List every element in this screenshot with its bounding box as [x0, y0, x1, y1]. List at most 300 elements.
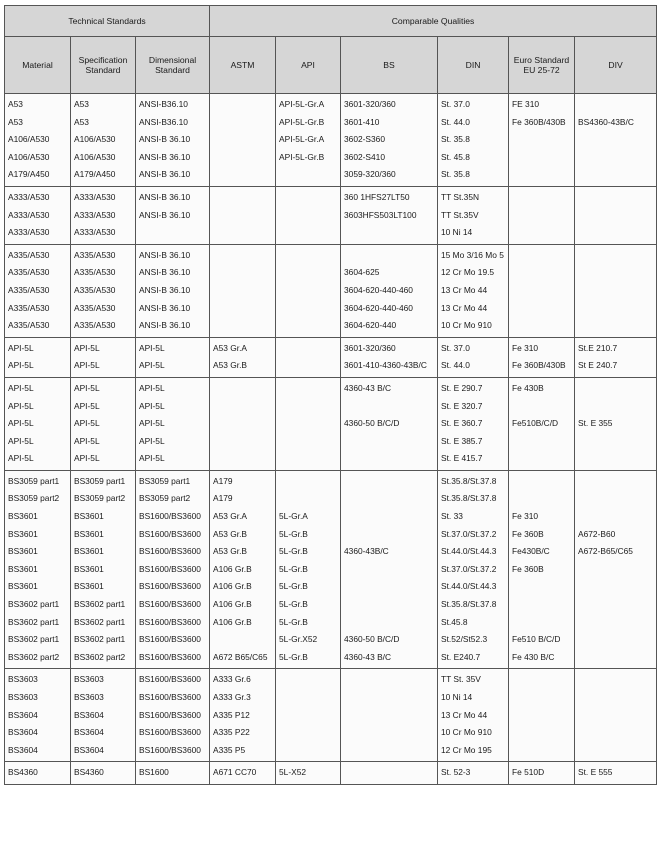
- cell-entry: BS3601: [74, 528, 104, 539]
- cell-entry: St.35.8/St.37.8: [441, 599, 497, 610]
- cell-specification-standard: [71, 337, 136, 377]
- cell-entry: BS3059 part2: [8, 493, 60, 504]
- cell-entry: [344, 433, 434, 451]
- cell-entry: [512, 578, 571, 596]
- cell-entry: API-5L: [8, 382, 34, 393]
- cell-entry: St. 35.8: [441, 169, 470, 180]
- cell-material: [5, 186, 71, 244]
- cell-entry: A333/A530: [74, 191, 116, 202]
- cell-entry: A335/A530: [8, 302, 50, 313]
- cell-entry: API-5L: [139, 342, 165, 353]
- cell-entry: [512, 317, 571, 335]
- cell-entry: 3601-410: [344, 116, 380, 127]
- cell-entry: ANSI-B 36.10: [139, 169, 191, 180]
- cell-entry: St.44.0/St.44.3: [441, 581, 497, 592]
- cell-entry: St. 44.0: [441, 360, 470, 371]
- cell-entry: 4360-50 B/C/D: [344, 634, 400, 645]
- cell-entry: [213, 300, 272, 318]
- cell-euro-standard: [509, 186, 575, 244]
- cell-entry: [512, 207, 571, 225]
- cell-entry: API-5L-Gr.B: [279, 116, 325, 127]
- cell-din: [438, 244, 509, 337]
- cell-entry: [578, 614, 653, 632]
- cell-entry: TT St.35V: [441, 209, 479, 220]
- cell-entry: A335 P12: [213, 709, 250, 720]
- cell-entry: Fe 430B: [512, 382, 544, 393]
- cell-entry: 3602-S360: [344, 134, 385, 145]
- cell-entry: BS1600/BS3600: [139, 727, 201, 738]
- cell-entry: [279, 189, 337, 207]
- cell-entry: [279, 742, 337, 760]
- cell-entry: A335/A530: [74, 320, 116, 331]
- cell-entry: BS3059 part2: [139, 493, 191, 504]
- cell-entry: [213, 264, 272, 282]
- cell-entry: St. E 360.7: [441, 418, 483, 429]
- cell-bs: [341, 337, 438, 377]
- cell-entry: St.35.8/St.37.8: [441, 475, 497, 486]
- cell-entry: Fe 510D: [512, 767, 545, 778]
- cell-entry: 4360-43B/C: [344, 546, 389, 557]
- cell-entry: 3603HFS503LT100: [344, 209, 417, 220]
- cell-div: [575, 669, 657, 762]
- cell-entry: A333 Gr.6: [213, 674, 251, 685]
- cell-entry: BS3602 part1: [8, 634, 60, 645]
- cell-entry: [512, 724, 571, 742]
- table-row: [5, 186, 657, 244]
- cell-entry: [578, 166, 653, 184]
- column-header-material: Material: [5, 37, 71, 94]
- column-header-dimensional-standard: Dimensional Standard: [136, 37, 210, 94]
- cell-entry: A335 P22: [213, 727, 250, 738]
- cell-entry: A671 CC70: [213, 767, 257, 778]
- cell-bs: [341, 94, 438, 187]
- cell-astm: [210, 762, 276, 785]
- cell-entry: BS3059 part1: [74, 475, 126, 486]
- cell-dimensional-standard: [136, 186, 210, 244]
- cell-entry: API-5L: [8, 360, 34, 371]
- cell-entry: [512, 671, 571, 689]
- cell-entry: [279, 707, 337, 725]
- table-row: [5, 244, 657, 337]
- cell-entry: [344, 398, 434, 416]
- cell-entry: [279, 282, 337, 300]
- cell-entry: St. 35.8: [441, 134, 470, 145]
- cell-entry: A53: [8, 116, 23, 127]
- cell-entry: ANSI-B 36.10: [139, 249, 191, 260]
- cell-entry: [578, 707, 653, 725]
- cell-entry: A179: [213, 493, 233, 504]
- cell-bs: [341, 669, 438, 762]
- cell-entry: [578, 689, 653, 707]
- cell-entry: ANSI-B 36.10: [139, 191, 191, 202]
- cell-div: [575, 377, 657, 470]
- cell-entry: BS3604: [8, 744, 38, 755]
- cell-entry: Fe 360B: [512, 528, 544, 539]
- cell-entry: BS3604: [8, 727, 38, 738]
- cell-entry: API-5L: [139, 382, 165, 393]
- cell-entry: BS4360: [74, 767, 104, 778]
- cell-specification-standard: [71, 186, 136, 244]
- cell-entry: [578, 742, 653, 760]
- cell-entry: A106 Gr.B: [213, 599, 252, 610]
- cell-dimensional-standard: [136, 762, 210, 785]
- cell-entry: API-5L: [8, 418, 34, 429]
- cell-entry: A333/A530: [8, 191, 50, 202]
- cell-entry: A333/A530: [8, 209, 50, 220]
- cell-material: [5, 244, 71, 337]
- cell-entry: [578, 96, 653, 114]
- cell-entry: [512, 149, 571, 167]
- cell-entry: [344, 764, 434, 782]
- cell-entry: [344, 450, 434, 468]
- cell-entry: [279, 340, 337, 358]
- cell-entry: [512, 473, 571, 491]
- cell-entry: [344, 578, 434, 596]
- cell-api: [276, 186, 341, 244]
- cell-entry: [578, 578, 653, 596]
- cell-entry: BS3603: [8, 674, 38, 685]
- cell-entry: St E 240.7: [578, 360, 618, 371]
- cell-entry: BS3601: [8, 511, 38, 522]
- cell-dimensional-standard: [136, 377, 210, 470]
- cell-entry: [578, 317, 653, 335]
- cell-entry: API-5L: [139, 418, 165, 429]
- cell-entry: [512, 189, 571, 207]
- cell-entry: A179/A450: [74, 169, 116, 180]
- cell-euro-standard: [509, 337, 575, 377]
- cell-entry: St.52/St52.3: [441, 634, 488, 645]
- cell-entry: BS3602 part1: [8, 599, 60, 610]
- cell-entry: A106/A530: [8, 151, 50, 162]
- cell-entry: A106/A530: [8, 134, 50, 145]
- cell-entry: [279, 357, 337, 375]
- cell-entry: [279, 415, 337, 433]
- cell-bs: [341, 186, 438, 244]
- cell-entry: A335/A530: [74, 302, 116, 313]
- cell-entry: A53 Gr.A: [213, 342, 247, 353]
- cell-entry: BS3604: [8, 709, 38, 720]
- cell-entry: A672-B65/C65: [578, 546, 633, 557]
- standards-table-container: [4, 5, 656, 785]
- cell-entry: St. E240.7: [441, 651, 481, 662]
- cell-specification-standard: [71, 669, 136, 762]
- cell-entry: 12 Cr Mo 19.5: [441, 267, 495, 278]
- cell-api: [276, 244, 341, 337]
- cell-entry: St. 37.0: [441, 99, 470, 109]
- cell-entry: 10 Ni 14: [441, 227, 473, 238]
- cell-entry: API-5L: [8, 453, 34, 464]
- cell-api: [276, 762, 341, 785]
- cell-entry: BS3059 part1: [8, 475, 60, 486]
- cell-entry: API-5L: [74, 342, 100, 353]
- table-row: [5, 470, 657, 669]
- cell-dimensional-standard: [136, 669, 210, 762]
- cell-entry: Fe 360B/430B: [512, 116, 566, 127]
- cell-entry: API-5L: [74, 418, 100, 429]
- cell-entry: [512, 689, 571, 707]
- column-header-astm: ASTM: [210, 37, 276, 94]
- cell-entry: BS1600/BS3600: [139, 692, 201, 702]
- cell-entry: BS1600/BS3600: [139, 546, 201, 557]
- cell-entry: API-5L: [8, 435, 34, 446]
- cell-din: [438, 470, 509, 669]
- cell-entry: A333/A530: [8, 227, 50, 238]
- cell-entry: [578, 149, 653, 167]
- cell-entry: [213, 433, 272, 451]
- cell-entry: A53: [74, 116, 89, 127]
- cell-entry: [578, 247, 653, 265]
- cell-dimensional-standard: [136, 470, 210, 669]
- cell-entry: [344, 561, 434, 579]
- cell-entry: [213, 131, 272, 149]
- cell-entry: [578, 380, 653, 398]
- cell-entry: Fe 360B/430B: [512, 360, 566, 371]
- cell-entry: 3059-320/360: [344, 169, 396, 180]
- cell-entry: API-5L-Gr.A: [279, 134, 325, 145]
- cell-entry: St.37.0/St.37.2: [441, 528, 497, 539]
- cell-astm: [210, 186, 276, 244]
- cell-entry: [279, 264, 337, 282]
- cell-entry: BS1600: [139, 767, 169, 778]
- cell-entry: [578, 300, 653, 318]
- cell-entry: [512, 490, 571, 508]
- cell-entry: A335 P5: [213, 744, 246, 755]
- cell-entry: BS3601: [8, 581, 38, 592]
- cell-entry: API-5L: [8, 342, 34, 353]
- cell-entry: BS1600/BS3600: [139, 616, 201, 627]
- cell-entry: BS4360-43B/C: [578, 116, 634, 127]
- cell-entry: 10 Cr Mo 910: [441, 727, 492, 738]
- cell-entry: A335/A530: [74, 249, 116, 260]
- cell-entry: [344, 508, 434, 526]
- cell-material: [5, 337, 71, 377]
- cell-entry: 3604-620-440-460: [344, 284, 413, 295]
- cell-entry: [213, 149, 272, 167]
- cell-entry: St.35.8/St.37.8: [441, 493, 497, 504]
- cell-entry: 3604-620-440-460: [344, 302, 413, 313]
- cell-specification-standard: [71, 470, 136, 669]
- table-row: [5, 377, 657, 470]
- cell-entry: 3601-320/360: [344, 99, 396, 109]
- cell-entry: Fe 310: [512, 342, 539, 353]
- cell-entry: [344, 596, 434, 614]
- cell-entry: A106/A530: [74, 134, 116, 145]
- cell-entry: [578, 189, 653, 207]
- cell-entry: Fe 430 B/C: [512, 651, 555, 662]
- cell-entry: Fe510B/C/D: [512, 418, 559, 429]
- cell-entry: BS3601: [74, 581, 104, 592]
- cell-entry: API-5L: [74, 435, 100, 446]
- cell-astm: [210, 94, 276, 187]
- cell-entry: A53: [74, 99, 89, 109]
- cell-entry: [279, 398, 337, 416]
- cell-entry: [213, 96, 272, 114]
- cell-din: [438, 186, 509, 244]
- cell-entry: 4360-50 B/C/D: [344, 418, 400, 429]
- cell-entry: [344, 247, 434, 265]
- cell-entry: A335/A530: [8, 267, 50, 278]
- cell-astm: [210, 337, 276, 377]
- cell-entry: [344, 724, 434, 742]
- cell-material: [5, 762, 71, 785]
- cell-entry: [578, 224, 653, 242]
- cell-entry: [578, 131, 653, 149]
- cell-entry: [578, 264, 653, 282]
- cell-entry: [213, 631, 272, 649]
- cell-entry: [578, 473, 653, 491]
- cell-entry: [578, 508, 653, 526]
- cell-entry: [578, 724, 653, 742]
- cell-entry: St. E 555: [578, 767, 613, 778]
- cell-entry: St. 52-3: [441, 767, 471, 778]
- cell-astm: [210, 470, 276, 669]
- cell-entry: [213, 207, 272, 225]
- cell-entry: [578, 433, 653, 451]
- cell-entry: BS3059 part1: [139, 475, 191, 486]
- cell-dimensional-standard: [136, 94, 210, 187]
- cell-entry: [512, 224, 571, 242]
- cell-entry: [512, 433, 571, 451]
- cell-entry: [578, 207, 653, 225]
- cell-entry: A333 Gr.3: [213, 692, 251, 702]
- cell-entry: [213, 450, 272, 468]
- table-body: [5, 94, 657, 785]
- cell-entry: A335/A530: [8, 284, 50, 295]
- cell-entry: 10 Cr Mo 910: [441, 320, 492, 331]
- cell-entry: St. 33: [441, 511, 463, 522]
- cell-bs: [341, 244, 438, 337]
- cell-entry: A335/A530: [8, 249, 50, 260]
- cell-entry: [578, 671, 653, 689]
- cell-entry: [279, 450, 337, 468]
- cell-entry: [279, 380, 337, 398]
- cell-entry: ANSI-B 36.10: [139, 320, 191, 331]
- cell-entry: [344, 689, 434, 707]
- cell-entry: BS1600/BS3600: [139, 709, 201, 720]
- cell-entry: A106 Gr.B: [213, 616, 252, 627]
- cell-entry: 5L-Gr.B: [279, 563, 308, 574]
- cell-entry: BS3601: [74, 511, 104, 522]
- cell-material: [5, 669, 71, 762]
- cell-entry: [512, 166, 571, 184]
- cell-din: [438, 762, 509, 785]
- cell-entry: Fe 310: [512, 511, 539, 522]
- cell-entry: BS3601: [8, 528, 38, 539]
- cell-entry: [213, 247, 272, 265]
- cell-entry: A53 Gr.B: [213, 360, 247, 371]
- cell-entry: BS3601: [74, 563, 104, 574]
- cell-entry: A335/A530: [74, 267, 116, 278]
- cell-din: [438, 669, 509, 762]
- cell-entry: [578, 282, 653, 300]
- cell-entry: 5L-Gr.A: [279, 511, 308, 522]
- cell-entry: BS3602 part1: [74, 634, 126, 645]
- cell-entry: TT St.35N: [441, 191, 480, 202]
- cell-api: [276, 470, 341, 669]
- cell-entry: [213, 398, 272, 416]
- column-header-din: DIN: [438, 37, 509, 94]
- cell-entry: [578, 561, 653, 579]
- cell-entry: BS1600/BS3600: [139, 651, 201, 662]
- cell-entry: [344, 742, 434, 760]
- cell-entry: [213, 166, 272, 184]
- cell-entry: 5L-Gr.B: [279, 651, 308, 662]
- cell-entry: [279, 473, 337, 491]
- cell-specification-standard: [71, 244, 136, 337]
- cell-entry: [279, 689, 337, 707]
- cell-entry: 12 Cr Mo 195: [441, 744, 492, 755]
- cell-entry: [578, 631, 653, 649]
- cell-entry: St. E 415.7: [441, 453, 483, 464]
- cell-din: [438, 94, 509, 187]
- cell-entry: 4360-43 B/C: [344, 382, 392, 393]
- cell-entry: St. E 355: [578, 418, 613, 429]
- cell-entry: [578, 450, 653, 468]
- cell-entry: [344, 490, 434, 508]
- cell-entry: A106 Gr.B: [213, 563, 252, 574]
- cell-entry: 5L-Gr.B: [279, 546, 308, 557]
- cell-material: [5, 94, 71, 187]
- cell-bs: [341, 470, 438, 669]
- cell-euro-standard: [509, 244, 575, 337]
- cell-entry: [512, 707, 571, 725]
- cell-entry: A335/A530: [8, 320, 50, 331]
- cell-entry: [344, 671, 434, 689]
- cell-entry: BS1600/BS3600: [139, 744, 201, 755]
- cell-entry: BS3604: [74, 727, 104, 738]
- cell-euro-standard: [509, 762, 575, 785]
- table-row: [5, 337, 657, 377]
- cell-entry: [279, 317, 337, 335]
- cell-entry: St. E 290.7: [441, 382, 483, 393]
- cell-entry: [279, 247, 337, 265]
- cell-entry: API-5L: [74, 360, 100, 371]
- cell-entry: BS3602 part2: [74, 651, 126, 662]
- cell-entry: ANSI-B 36.10: [139, 267, 191, 278]
- cell-entry: BS3059 part2: [74, 493, 126, 504]
- cell-entry: [279, 724, 337, 742]
- cell-entry: A106/A530: [74, 151, 116, 162]
- table-row: [5, 94, 657, 187]
- cell-entry: A672 B65/C65: [213, 651, 268, 662]
- cell-entry: [213, 189, 272, 207]
- cell-entry: [344, 526, 434, 544]
- cell-entry: FE 310: [512, 99, 540, 109]
- cell-entry: [512, 614, 571, 632]
- cell-specification-standard: [71, 377, 136, 470]
- cell-entry: API-5L: [139, 453, 165, 464]
- cell-entry: [279, 433, 337, 451]
- table-header: [5, 6, 657, 94]
- cell-entry: ANSI-B 36.10: [139, 151, 191, 162]
- cell-entry: [344, 473, 434, 491]
- cell-entry: [279, 207, 337, 225]
- cell-entry: 5L-Gr.B: [279, 599, 308, 610]
- cell-entry: St.E 210.7: [578, 342, 618, 353]
- column-header-api: API: [276, 37, 341, 94]
- cell-material: [5, 377, 71, 470]
- cell-din: [438, 377, 509, 470]
- cell-entry: [344, 707, 434, 725]
- cell-entry: A179: [213, 475, 233, 486]
- cell-entry: 5L-Gr.B: [279, 528, 308, 539]
- cell-entry: 13 Cr Mo 44: [441, 709, 488, 720]
- cell-entry: BS1600/BS3600: [139, 599, 201, 610]
- cell-entry: 4360-43 B/C: [344, 651, 392, 662]
- cell-entry: 5L-Gr.B: [279, 616, 308, 627]
- cell-div: [575, 337, 657, 377]
- cell-entry: [279, 490, 337, 508]
